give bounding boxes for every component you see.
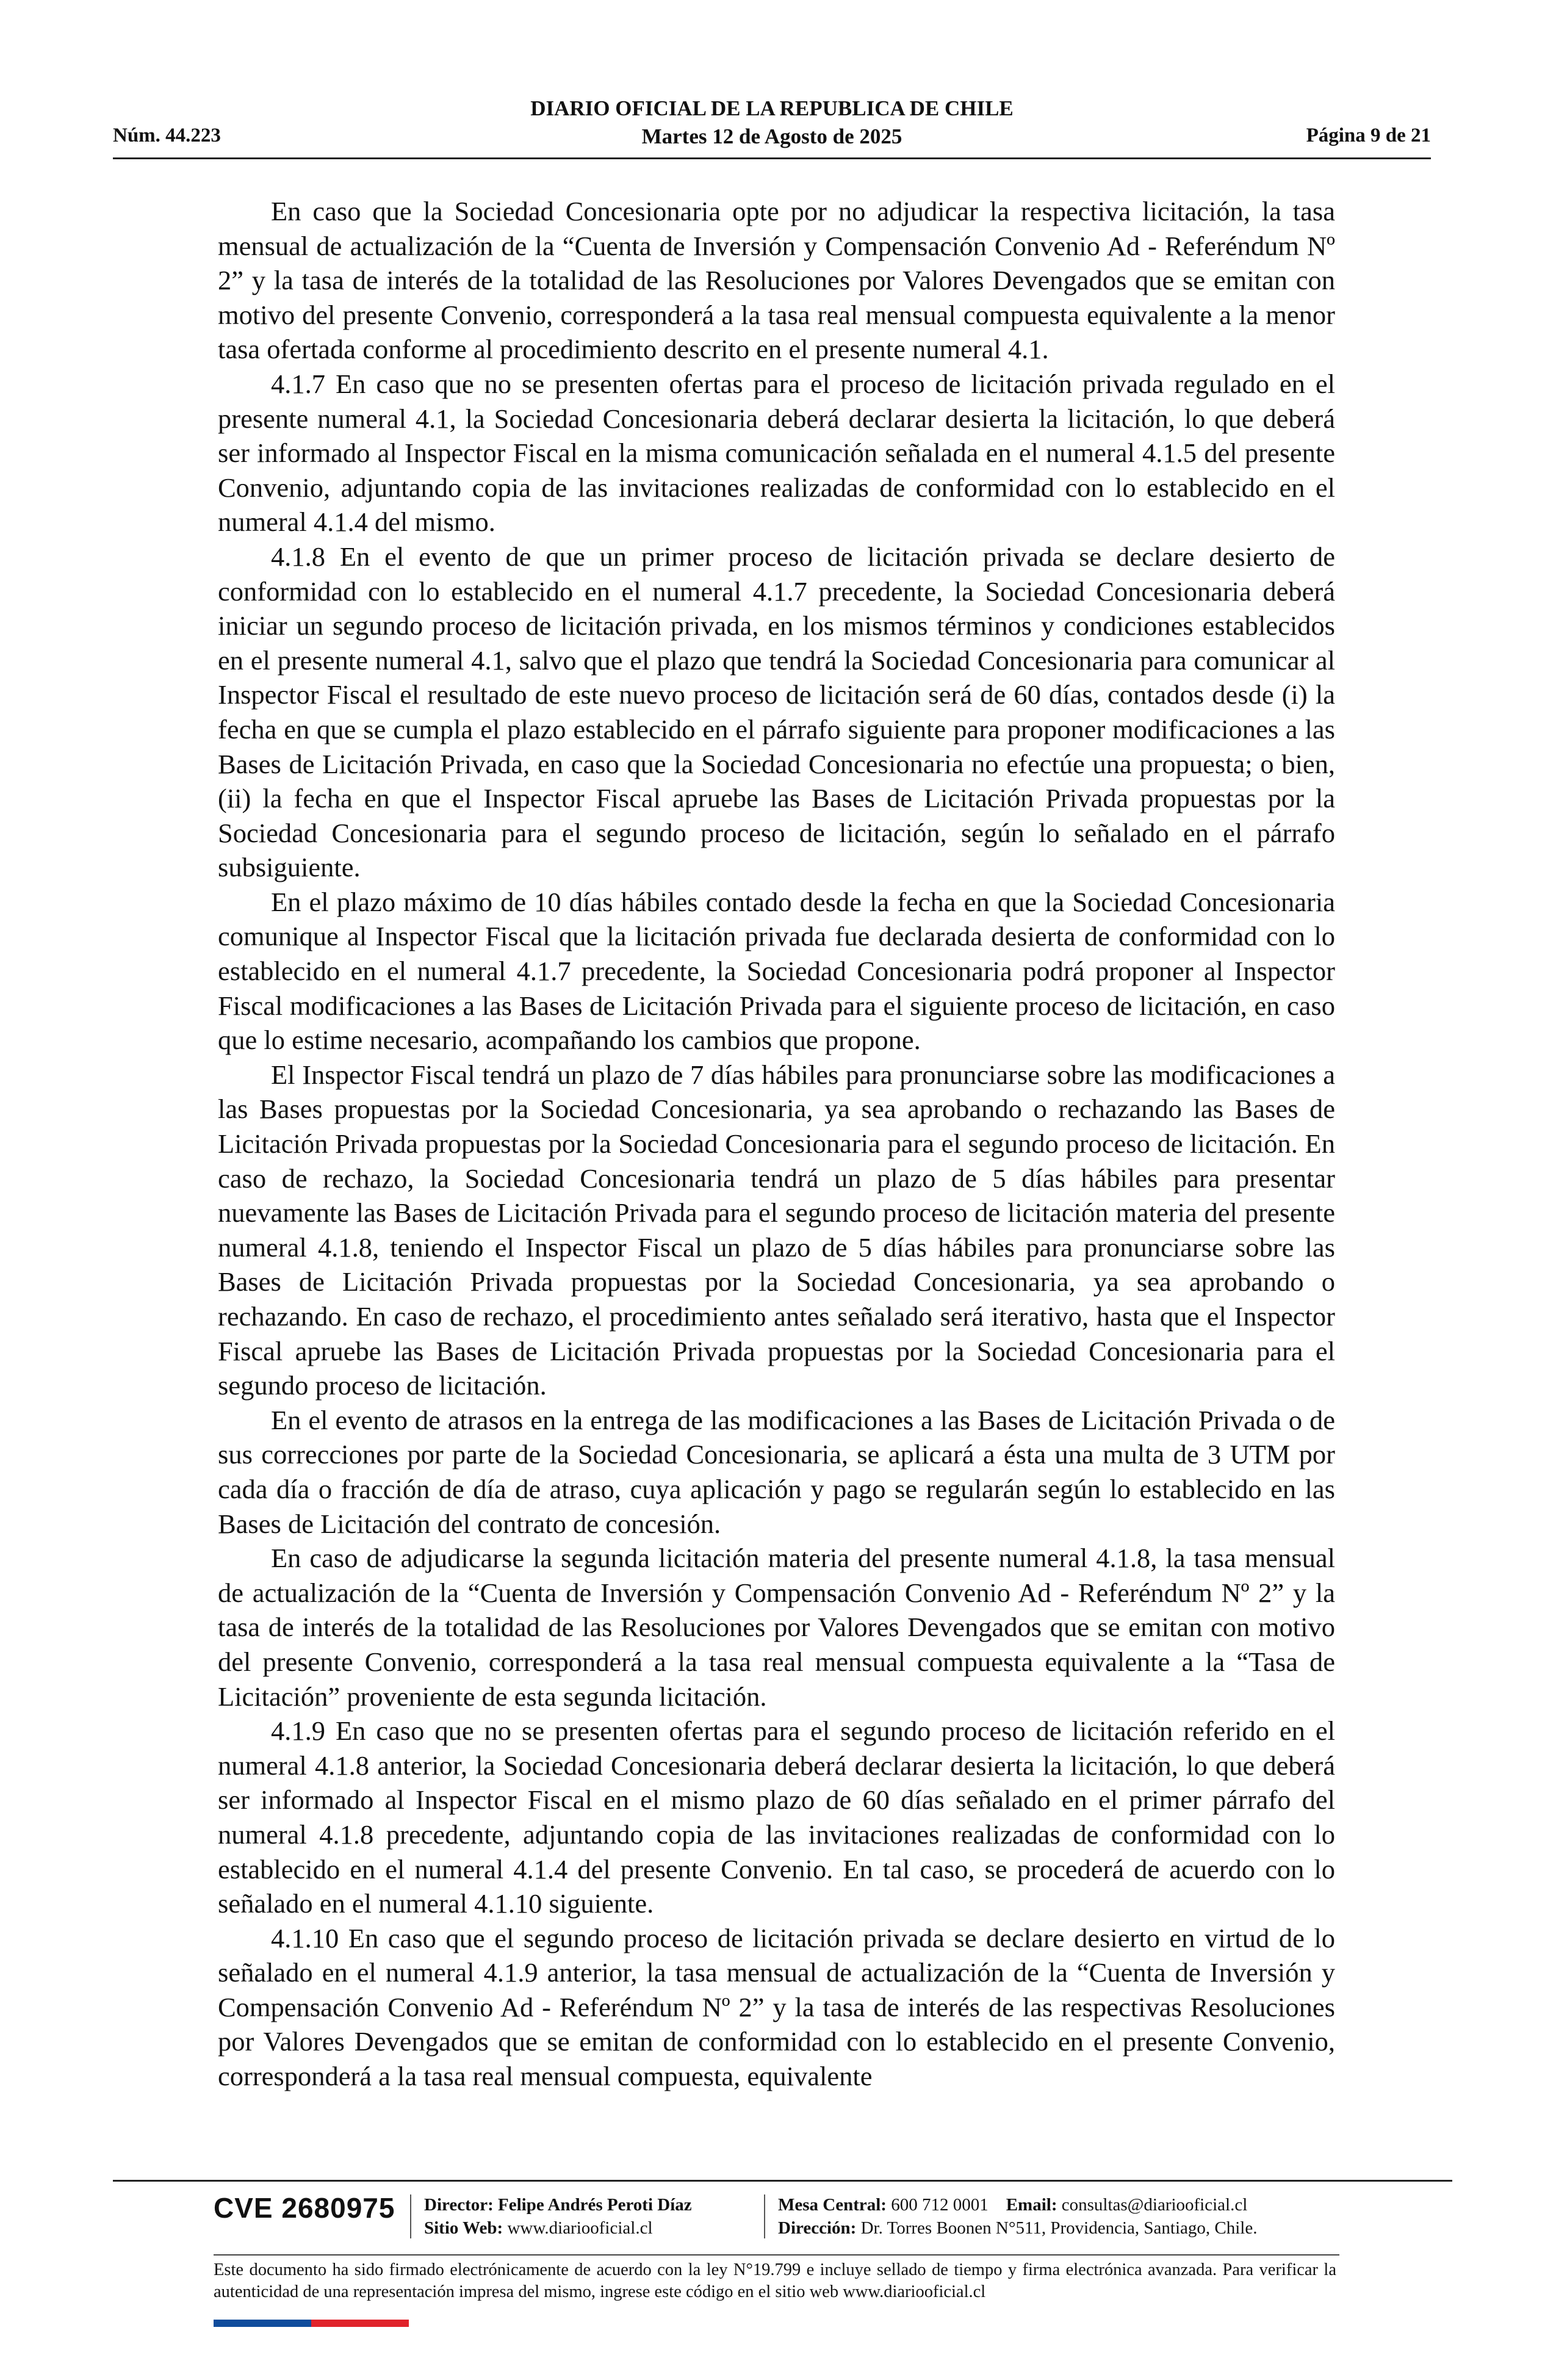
- paragraph: En caso de adjudicarse la segunda licitación materia del presente numeral 4.1.8, la tasa mensual de actualización de la “Cuenta de Inversión y Compensación Convenio Ad - Referéndum Nº 2” y la tasa de interés de la totalidad de las Resoluciones por Valores Devengados que se emitan con motivo del presente Convenio, corresponderá a la tasa real mensual compuesta equivalente a la “Tasa de Licitación” proveniente de esta segunda licitación.: [218, 1543, 1335, 1712]
- footer-director-block: [424, 2193, 692, 2240]
- director-name: Felipe Andrés Peroti Díaz: [498, 2195, 692, 2215]
- contact-line: [778, 2193, 1257, 2216]
- footer-divider: [113, 2180, 1452, 2182]
- flag-stripe-blue: [214, 2320, 311, 2327]
- paragraph: En el plazo máximo de 10 días hábiles contado desde la fecha en que la Sociedad Concesionaria comunique al Inspector Fiscal que la licitación privada fue declarada desierta de conformidad con lo establecido en el numeral 4.1.7 precedente, la Sociedad Concesionaria podrá proponer al Inspector Fiscal modificaciones a las Bases de Licitación Privada para el siguiente proceso de licitación, en caso que lo estime necesario, acompañando los cambios que propone.: [218, 886, 1335, 1056]
- address-text: Dr. Torres Boonen N°511, Providencia, Santiago, Chile.: [860, 2218, 1258, 2238]
- flag-stripe-red: [311, 2320, 409, 2327]
- footer-divider-secondary: [214, 2254, 1339, 2256]
- header-divider: [113, 157, 1431, 159]
- phone-number: 600 712 0001: [891, 2195, 989, 2215]
- publication-title: DIARIO OFICIAL DE LA REPUBLICA DE CHILE: [530, 96, 1014, 120]
- paragraph: En caso que la Sociedad Concesionaria opte por no adjudicar la respectiva licitación, la tasa mensual de actualización de la “Cuenta de Inversión y Compensación Convenio Ad - Referéndum Nº 2” y la tasa de interés de la totalidad de las Resoluciones por Valores Devengados que se emitan con motivo del presente Convenio, corresponderá a la tasa real mensual compuesta equivalente a la menor tasa ofertada conforme al procedimiento descrito en el presente numeral 4.1.: [218, 196, 1335, 365]
- website-line: [424, 2216, 692, 2240]
- website-link[interactable]: www.diariooficial.cl: [507, 2218, 653, 2238]
- email-label: Email:: [1006, 2195, 1057, 2215]
- header-center: [113, 95, 1431, 151]
- email-link[interactable]: consultas@diariooficial.cl: [1061, 2195, 1248, 2215]
- address-label: Dirección:: [778, 2218, 857, 2238]
- phone-label: Mesa Central:: [778, 2195, 887, 2215]
- address-line: [778, 2216, 1257, 2240]
- footer-separator: [764, 2194, 765, 2238]
- issue-number: Núm. 44.223: [113, 124, 221, 146]
- director-label: Director:: [424, 2195, 494, 2215]
- page-header: [113, 95, 1431, 156]
- paragraph: 4.1.9 En caso que no se presenten ofertas para el segundo proceso de licitación referido en el numeral 4.1.8 anterior, la Sociedad Concesionaria deberá declarar desierta la licitación, lo que deberá ser informado al Inspector Fiscal en el mismo plazo de 60 días señalado en el primer párrafo del numeral 4.1.8 precedente, adjuntando copia de las invitaciones realizadas de conformidad con lo establecido en el numeral 4.1.4 del presente Convenio. En tal caso, se procederá de acuerdo con lo señalado en el numeral 4.1.10 siguiente.: [218, 1715, 1335, 1919]
- paragraph: En el evento de atrasos en la entrega de las modificaciones a las Bases de Licitación Privada o de sus correcciones por parte de la Sociedad Concesionaria, se aplicará a ésta una multa de 3 UTM por cada día o fracción de día de atraso, cuya aplicación y pago se regularán según lo establecido en las Bases de Licitación del contrato de concesión.: [218, 1404, 1335, 1539]
- cve-code: CVE 2680975: [214, 2192, 395, 2224]
- footer-contact-block: [778, 2193, 1257, 2240]
- director-line: [424, 2193, 692, 2216]
- publication-date: Martes 12 de Agosto de 2025: [641, 124, 902, 148]
- signature-disclaimer: Este documento ha sido firmado electrónicamente de acuerdo con la ley N°19.799 e incluye sellado de tiempo y firma electrónica avanzada. Para verificar la autenticidad de una representación impresa del mismo, ingrese este código en el sitio web www.diariooficial.cl: [214, 2260, 1336, 2301]
- paragraph: 4.1.10 En caso que el segundo proceso de licitación privada se declare desierto en virtud de lo señalado en el numeral 4.1.9 anterior, la tasa mensual de actualización de la “Cuenta de Inversión y Compensación Convenio Ad - Referéndum Nº 2” y la tasa de interés de las respectivas Resoluciones por Valores Devengados que se emitan de conformidad con lo establecido en el presente Convenio, corresponderá a la tasa real mensual compuesta, equivalente: [218, 1922, 1335, 2092]
- footer-separator: [410, 2194, 411, 2238]
- website-label: Sitio Web:: [424, 2218, 503, 2238]
- document-body: [218, 194, 1335, 2094]
- paragraph: El Inspector Fiscal tendrá un plazo de 7 días hábiles para pronunciarse sobre las modificaciones a las Bases propuestas por la Sociedad Concesionaria, ya sea aprobando o rechazando las Bases de Licitación Privada propuestas por la Sociedad Concesionaria para el segundo proceso de licitación. En caso de rechazo, la Sociedad Concesionaria tendrá un plazo de 5 días hábiles para presentar nuevamente las Bases de Licitación Privada para el segundo proceso de licitación materia del presente numeral 4.1.8, teniendo el Inspector Fiscal un plazo de 5 días hábiles para pronunciarse sobre las Bases de Licitación Privada propuestas por la Sociedad Concesionaria, ya sea aprobando o rechazando. En caso de rechazo, el procedimiento antes señalado será iterativo, hasta que el Inspector Fiscal apruebe las Bases de Licitación Privada propuestas por la Sociedad Concesionaria para el segundo proceso de licitación.: [218, 1059, 1335, 1401]
- page-number: Página 9 de 21: [1306, 124, 1431, 146]
- paragraph: 4.1.7 En caso que no se presenten ofertas para el proceso de licitación privada regulado en el presente numeral 4.1, la Sociedad Concesionaria deberá declarar desierta la licitación, lo que deberá ser informado al Inspector Fiscal en la misma comunicación señalada en el numeral 4.1.5 del presente Convenio, adjuntando copia de las invitaciones realizadas de conformidad con lo establecido en el numeral 4.1.4 del mismo.: [218, 368, 1335, 538]
- paragraph: 4.1.8 En el evento de que un primer proceso de licitación privada se declare desierto de conformidad con lo establecido en el numeral 4.1.7 precedente, la Sociedad Concesionaria deberá iniciar un segundo proceso de licitación privada, en los mismos términos y condiciones establecidos en el presente numeral 4.1, salvo que el plazo que tendrá la Sociedad Concesionaria para comunicar al Inspector Fiscal el resultado de este nuevo proceso de licitación será de 60 días, contados desde (i) la fecha en que se cumpla el plazo establecido en el párrafo siguiente para proponer modificaciones a las Bases de Licitación Privada, en caso que la Sociedad Concesionaria no efectúe una propuesta; o bien, (ii) la fecha en que el Inspector Fiscal apruebe las Bases de Licitación Privada propuestas por la Sociedad Concesionaria para el segundo proceso de licitación, según lo señalado en el párrafo subsiguiente.: [218, 541, 1335, 883]
